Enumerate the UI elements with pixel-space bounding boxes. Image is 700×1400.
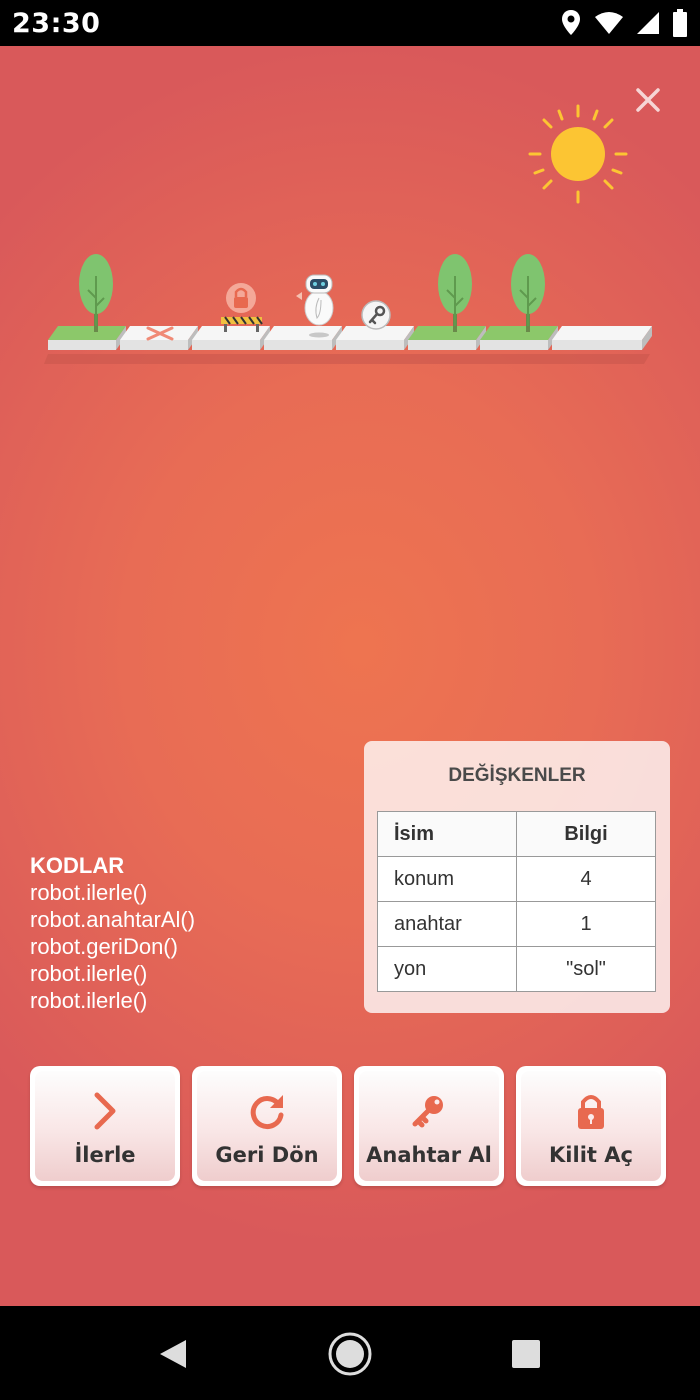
variables-table <box>377 811 656 992</box>
command-buttons <box>30 1066 672 1190</box>
tree-icon <box>511 254 545 332</box>
tree-icon <box>438 254 472 332</box>
button-face <box>35 1071 175 1181</box>
tile-4 <box>264 326 342 350</box>
status-time: 23:30 <box>12 8 101 39</box>
tile-6 <box>408 326 486 350</box>
back-icon[interactable] <box>156 1338 190 1370</box>
variable-value: 1 <box>517 902 656 947</box>
code-line: robot.ilerle() <box>30 880 148 905</box>
lock-gate-icon <box>221 283 262 332</box>
variables-title: DEĞİŞKENLER <box>448 765 586 786</box>
key-icon <box>407 1089 451 1133</box>
status-icons <box>560 8 688 38</box>
game-screen <box>0 46 700 1306</box>
variable-value: 4 <box>517 857 656 902</box>
sun-icon <box>526 102 630 206</box>
code-line: robot.ilerle() <box>30 988 148 1013</box>
table-row <box>378 947 656 992</box>
take-key-label: Anahtar Al <box>366 1143 492 1167</box>
tree-icon <box>79 254 113 332</box>
unlock-label: Kilit Aç <box>549 1143 633 1167</box>
game-board <box>40 236 664 386</box>
button-face <box>359 1071 499 1181</box>
header-value: Bilgi <box>517 812 656 857</box>
tile-1 <box>48 326 126 350</box>
code-line: robot.anahtarAl() <box>30 907 196 932</box>
button-face <box>521 1071 661 1181</box>
lock-icon <box>569 1089 613 1133</box>
take-key-button[interactable] <box>354 1066 504 1186</box>
tile-8 <box>552 326 652 350</box>
table-row <box>378 902 656 947</box>
code-panel <box>30 852 195 1014</box>
button-face <box>197 1071 337 1181</box>
key-token-icon <box>362 301 390 329</box>
battery-icon <box>672 9 688 37</box>
location-icon <box>560 9 582 37</box>
unlock-button[interactable] <box>516 1066 666 1186</box>
table-row <box>378 857 656 902</box>
signal-icon <box>636 11 660 35</box>
code-line: robot.geriDon() <box>30 934 178 959</box>
forward-label: İlerle <box>74 1143 136 1167</box>
status-bar <box>0 0 700 46</box>
variable-name: yon <box>378 947 517 992</box>
variables-panel <box>364 741 670 1013</box>
close-icon[interactable] <box>632 84 664 116</box>
code-title: KODLAR <box>30 853 125 878</box>
navigation-bar <box>0 1306 700 1400</box>
table-header-row <box>378 812 656 857</box>
wifi-icon <box>594 11 624 35</box>
forward-button[interactable] <box>30 1066 180 1186</box>
code-line: robot.ilerle() <box>30 961 148 986</box>
variable-name: anahtar <box>378 902 517 947</box>
chevron-right-icon <box>83 1089 127 1133</box>
recents-icon[interactable] <box>510 1338 542 1370</box>
header-name: İsim <box>378 812 517 857</box>
tile-2 <box>120 326 198 350</box>
tile-7 <box>480 326 558 350</box>
turn-back-label: Geri Dön <box>215 1143 319 1167</box>
variable-value: "sol" <box>517 947 656 992</box>
turn-back-button[interactable] <box>192 1066 342 1186</box>
home-icon[interactable] <box>327 1331 373 1377</box>
refresh-icon <box>245 1089 289 1133</box>
variable-name: konum <box>378 857 517 902</box>
